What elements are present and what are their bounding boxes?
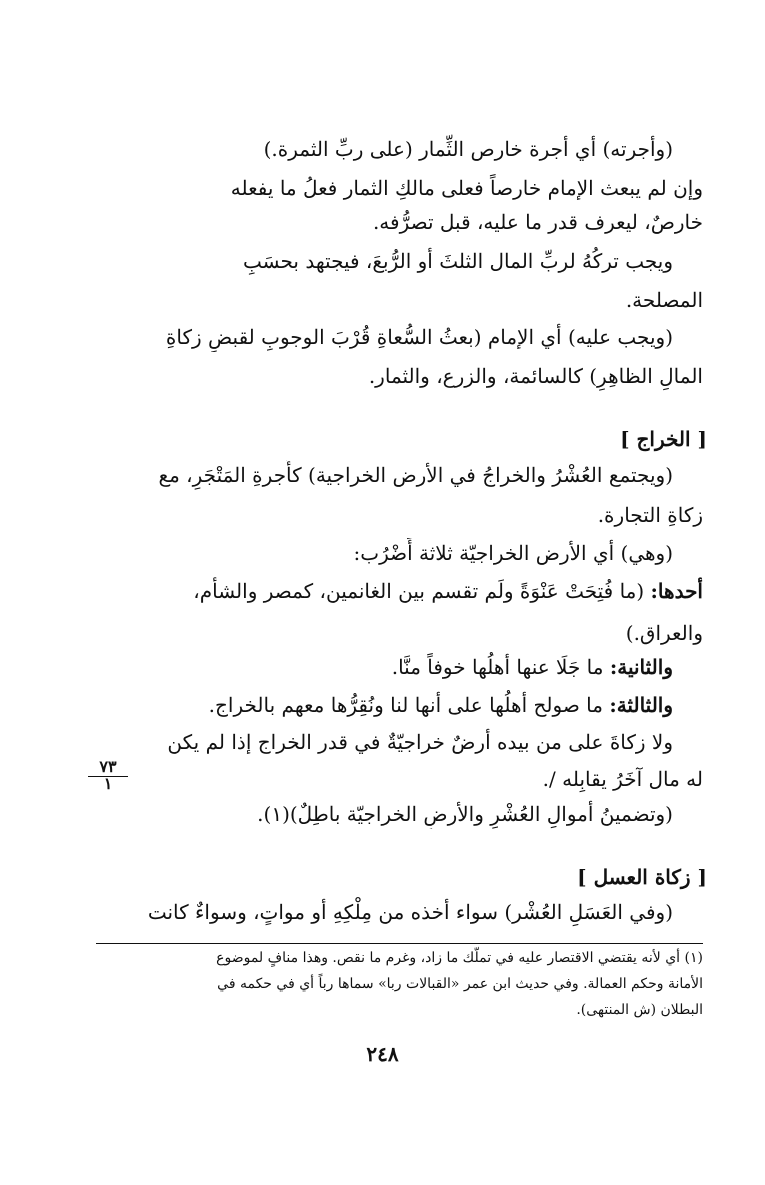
paragraph-line: (وفي العَسَلِ العُشْر) سواء أخذه من مِلْكِهِ أو مواتٍ، وسواءٌ كانت [147, 900, 673, 924]
category-label: والثانية: [609, 655, 673, 679]
paragraph-line: (وتضمينُ أموالِ العُشْرِ والأرضِ الخراجيّة باطِلٌ)(١). [257, 802, 673, 826]
category-third [96, 690, 673, 720]
paragraph-line: ويجب تركُهُ لربِّ المال الثلثَ أو الرُّبعَ، فيجتهد بحسَبِ [243, 249, 673, 273]
margin-note-bottom: ١ [103, 774, 113, 793]
section-heading-kharaj: [ الخراج ] [620, 427, 707, 451]
paragraph-line: خارصٌ، ليعرف قدر ما عليه، قبل تصرُّفه. [372, 210, 703, 234]
paragraph-line: ولا زكاةَ على من بيده أرضٌ خراجيّةٌ في قدر الخراج إذا لم يكن [167, 730, 673, 754]
category-label: والثالثة: [609, 693, 673, 717]
section-heading-honey: [ زكاة العسل ] [577, 865, 707, 889]
category-second [96, 652, 673, 682]
margin-note-top: ٧٣ [88, 760, 128, 777]
category-text: (ما فُتِحَتْ عَنْوَةً ولَم تقسم بين الغانمين، كمصر والشأم، [193, 579, 651, 603]
paragraph-line: (ويجب عليه) أي الإمام (بعثُ السُّعاةِ قُرْبَ الوجوبِ لقبضِ زكاةِ [165, 325, 673, 349]
footnote-divider [96, 943, 703, 944]
paragraph-line: المالِ الظاهِرِ) كالسائمة، والزرع، والثمار. [368, 364, 703, 388]
category-text: ما صولح أهلُها على أنها لنا ونُقِرُّها معهم بالخراج. [208, 693, 610, 717]
margin-folio-note [88, 757, 128, 793]
paragraph-line: له مال آخَرُ يقابِله /. [542, 767, 703, 791]
paragraph-line: والعراق.) [625, 621, 703, 645]
paragraph-line: (وهي) أي الأرض الخراجيّة ثلاثة أَضْرُب: [353, 541, 673, 565]
category-text: ما جَلَا عنها أهلُها خوفاً منَّا. [391, 655, 610, 679]
category-first [96, 576, 703, 606]
paragraph-line: وإن لم يبعث الإمام خارصاً فعلى مالكِ الثمار فعلُ ما يفعله [230, 176, 703, 200]
footnote-line: الأمانة وحكم العمالة. وفي حديث ابن عمر «القبالات ربا» سماها رباً أي في حكمه في [217, 976, 703, 992]
paragraph-line: المصلحة. [625, 288, 703, 312]
paragraph-line: (وأجرته) أي أجرة خارص الثِّمار (على ربِّ الثمرة.) [263, 137, 673, 161]
paragraph-line: زكاةِ التجارة. [597, 503, 703, 527]
paragraph-line: (ويجتمع العُشْرُ والخراجُ في الأرض الخراجية) كأُجرةِ المَتْجَرِ، مع [158, 463, 673, 487]
footnote-line: البطلان (ش المنتهى). [576, 1002, 703, 1018]
footnote-line: (١) أي لأنه يقتضي الاقتصار عليه في تملّك ما زاد، وغرم ما نقص. وهذا منافٍ لموضوع [216, 950, 703, 966]
category-label: أحدها: [650, 579, 703, 603]
page-number: ٢٤٨ [366, 1042, 399, 1066]
